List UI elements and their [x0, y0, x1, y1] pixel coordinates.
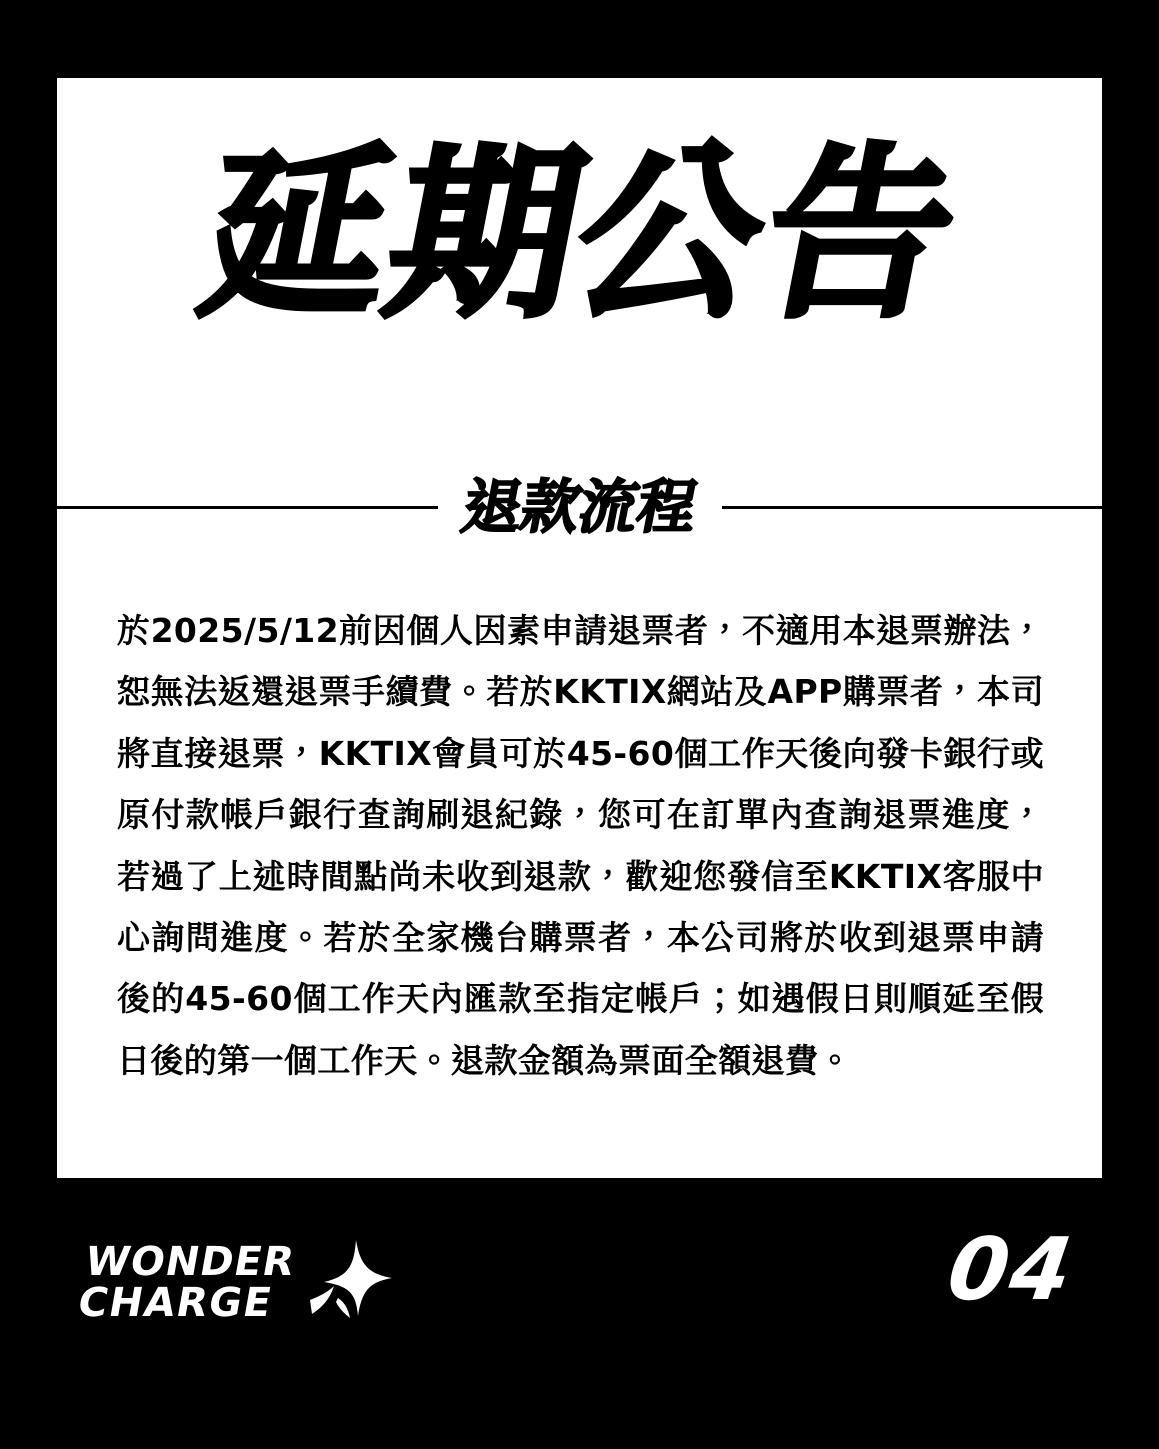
page-title: 延期公告	[184, 127, 975, 343]
page-title-container	[57, 127, 1102, 343]
page-number: 04	[942, 1220, 1081, 1320]
refund-policy-text: 於2025/5/12前因個人因素申請退票者，不適用本退票辦法，恕無法返還退票手續費。若於KKTIX網站及APP購票者，本司將直接退票，KKTIX會員可於45-60個工作天後向發卡銀行或原付款帳戶銀行查詢刷退紀錄，您可在訂單內查詢退票進度，若過了上述時間點尚未收到退款，歡迎您發信至KKTIX客服中心詢問進度。若於全家機台購票者，本公司將於收到退票申請後的45-60個工作天內匯款至指定帳戶；如遇假日則順延至假日後的第一個工作天。退款金額為票面全額退費。	[117, 611, 1044, 1080]
body-container	[117, 600, 1044, 1091]
divider-line-left	[57, 506, 438, 509]
announcement-card	[57, 78, 1102, 1178]
section-heading-row	[57, 473, 1102, 541]
spark-icon	[294, 1236, 390, 1332]
footer	[0, 1178, 1159, 1449]
section-heading: 退款流程	[456, 473, 703, 541]
brand-logo	[74, 1239, 299, 1326]
brand-wordmark	[74, 1239, 299, 1326]
brand-line-2: CHARGE	[74, 1279, 277, 1326]
brand-line-1: WONDER	[81, 1239, 299, 1285]
divider-line-right	[722, 506, 1102, 509]
